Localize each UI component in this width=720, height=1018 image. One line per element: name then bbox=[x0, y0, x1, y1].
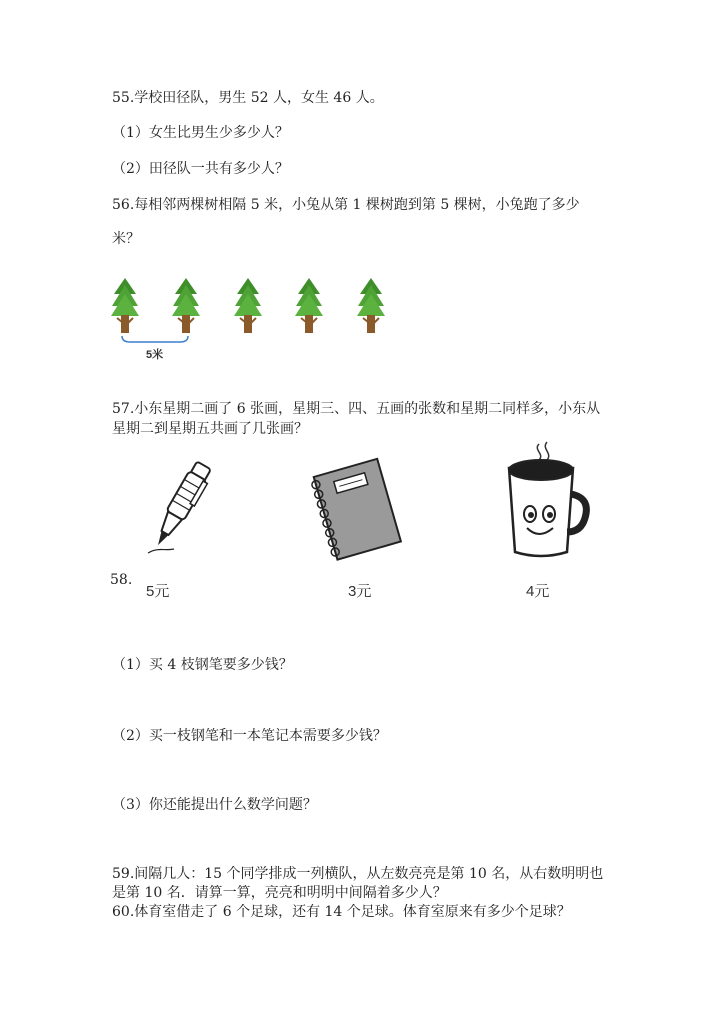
q55-sub1: （1）女生比男生少多少人？ bbox=[112, 125, 289, 141]
q57-stem-line2: 星期二到星期五共画了几张画？ bbox=[112, 421, 308, 437]
notebook-price: 3元 bbox=[348, 583, 372, 600]
tree-icon bbox=[172, 278, 200, 333]
q56-stem-line1: 56.每相邻两棵树相隔 5 米，小兔从第 1 棵树跑到第 5 棵树，小兔跑了多少 bbox=[112, 197, 580, 213]
notebook-icon bbox=[308, 456, 408, 561]
q59-stem-line2: 是第 10 名．请算一算，亮亮和明明中间隔着多少人？ bbox=[112, 885, 447, 901]
mug-icon bbox=[495, 440, 595, 565]
trees-figure bbox=[108, 276, 388, 366]
q58-sub3: （3）你还能提出什么数学问题？ bbox=[112, 797, 317, 813]
tree-icon bbox=[234, 278, 262, 333]
q58-sub1: （1）买 4 枝钢笔要多少钱？ bbox=[112, 657, 293, 673]
distance-bracket bbox=[122, 336, 188, 342]
q58-number: 58. bbox=[110, 572, 133, 588]
q56-stem-line2: 米？ bbox=[112, 231, 140, 247]
q58-sub2: （2）买一枝钢笔和一本笔记本需要多少钱？ bbox=[112, 728, 387, 744]
q55-stem: 55.学校田径队，男生 52 人，女生 46 人。 bbox=[112, 90, 384, 106]
tree-icon bbox=[295, 278, 323, 333]
distance-label: 5米 bbox=[146, 349, 164, 361]
q59-stem-line1: 59.间隔几人：15 个同学排成一列横队，从左数亮亮是第 10 名，从右数明明也 bbox=[112, 866, 604, 882]
tree-icon bbox=[111, 278, 139, 333]
mug-price: 4元 bbox=[526, 583, 550, 600]
q55-sub2: （2）田径队一共有多少人？ bbox=[112, 161, 289, 177]
tree-icon bbox=[357, 278, 385, 333]
pen-icon bbox=[140, 455, 220, 560]
q57-stem-line1: 57.小东星期二画了 6 张画，星期三、四、五画的张数和星期二同样多，小东从 bbox=[112, 401, 601, 417]
pen-price: 5元 bbox=[146, 583, 170, 600]
q60-stem: 60.体育室借走了 6 个足球，还有 14 个足球。体育室原来有多少个足球？ bbox=[112, 904, 571, 920]
